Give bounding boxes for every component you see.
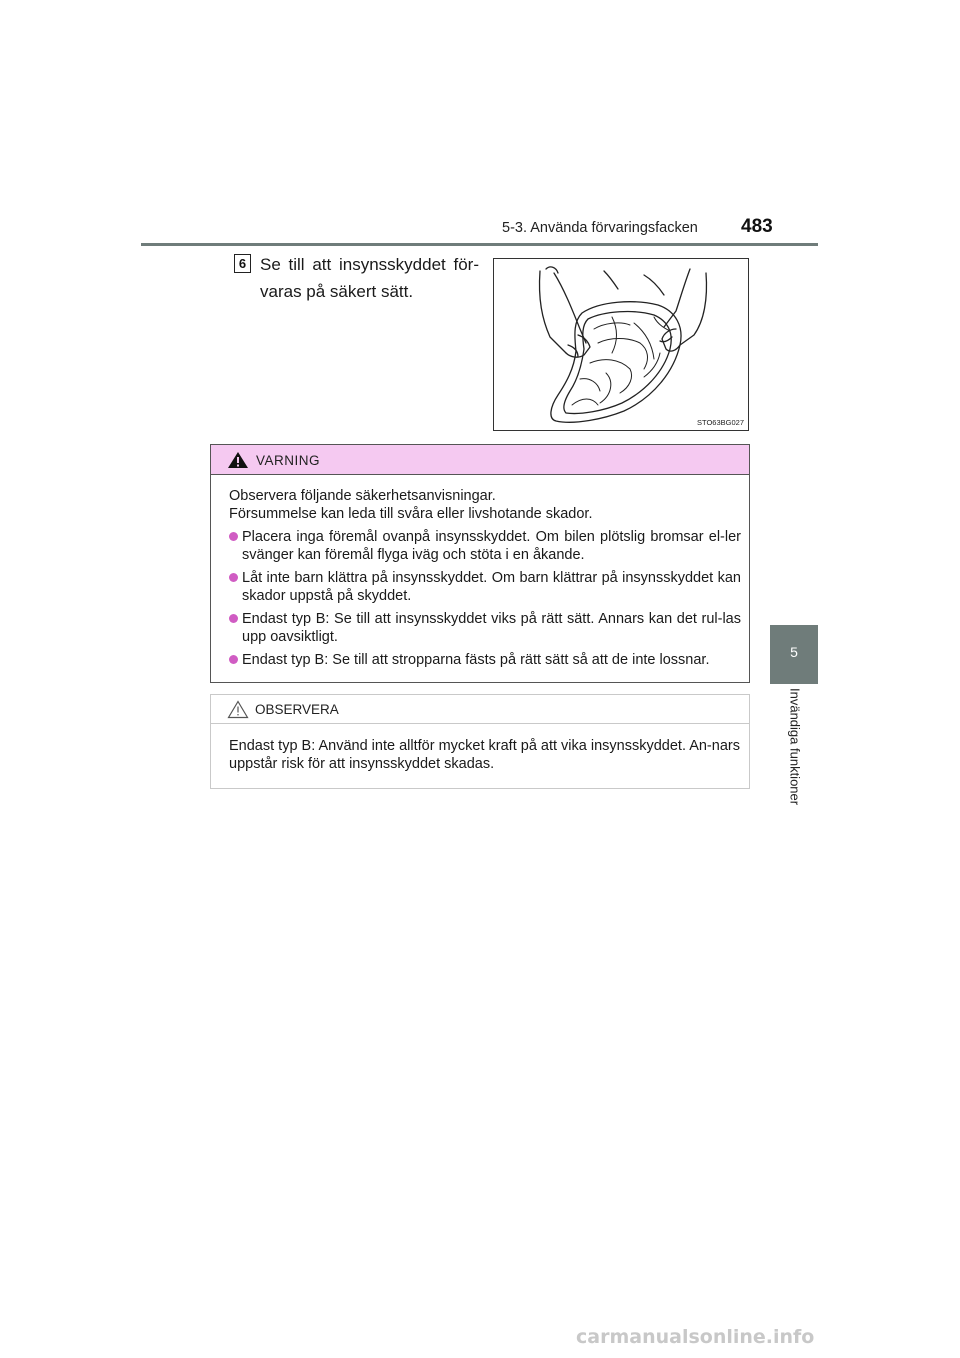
bullet-dot-icon	[229, 573, 238, 582]
header-rule	[141, 243, 818, 246]
warning-bullet-text: Låt inte barn klättra på insynsskyddet. Om barn klättrar på insynsskyddet kan skador uppstå på skyddet.	[242, 570, 741, 604]
warning-intro-line2: Försummelse kan leda till svåra eller livshotande skador.	[229, 506, 593, 522]
notice-body	[229, 737, 741, 773]
warning-title: VARNING	[256, 453, 321, 468]
step-text	[260, 251, 479, 305]
warning-bullet	[229, 651, 741, 669]
chapter-title-text: Invändiga funktioner	[787, 688, 803, 806]
warning-box	[210, 444, 750, 683]
chapter-title	[785, 688, 805, 828]
notice-box	[210, 694, 750, 789]
bullet-dot-icon	[229, 655, 238, 664]
warning-bullet	[229, 569, 741, 605]
page-number: 483	[741, 216, 773, 237]
warning-intro-line1: Observera följande säkerhetsanvisningar.	[229, 488, 496, 504]
step-text-line1	[260, 251, 479, 278]
warning-bullet-text: Placera inga föremål ovanpå insynsskyddet. Om bilen plötslig bromsar el-ler svänger kan föremål flyga iväg och stöta i en åkande.	[242, 529, 741, 563]
warning-bullet-text: Endast typ B: Se till att stropparna fästs på rätt sätt så att de inte lossnar.	[242, 652, 710, 668]
warning-triangle-icon	[227, 451, 249, 469]
folded-cover-illustration	[494, 259, 749, 431]
notice-header	[211, 695, 749, 724]
section-title: 5-3. Använda förvaringsfacken	[502, 220, 698, 236]
notice-title: OBSERVERA	[255, 702, 339, 717]
step-number-badge: 6	[234, 254, 251, 273]
warning-bullet	[229, 528, 741, 564]
step-word: att	[312, 255, 332, 274]
chapter-number: 5	[790, 644, 798, 660]
bullet-dot-icon	[229, 614, 238, 623]
warning-bullet	[229, 610, 741, 646]
notice-text: Endast typ B: Använd inte alltför mycket kraft på att vika insynsskyddet. An-nars uppstår risk för att insynsskyddet skadas.	[229, 738, 740, 772]
illustration-folding-cover	[493, 258, 749, 431]
figure-id: STO63BG027	[697, 418, 744, 427]
warning-bullet-text: Endast typ B: Se till att insynsskyddet viks på rätt sätt. Annars kan det rul-las upp oavsiktligt.	[242, 611, 741, 645]
caution-triangle-icon	[227, 700, 249, 719]
warning-body	[229, 487, 741, 669]
step-word: Se	[260, 255, 281, 274]
warning-header	[211, 445, 749, 475]
bullet-dot-icon	[229, 532, 238, 541]
step-word: till	[288, 255, 305, 274]
watermark: carmanualsonline.info	[576, 1326, 815, 1348]
chapter-tab	[770, 625, 818, 684]
step-word: för-	[453, 255, 479, 274]
step-word: insynsskyddet	[338, 255, 446, 274]
step-text-line2: varas på säkert sätt.	[260, 282, 414, 301]
